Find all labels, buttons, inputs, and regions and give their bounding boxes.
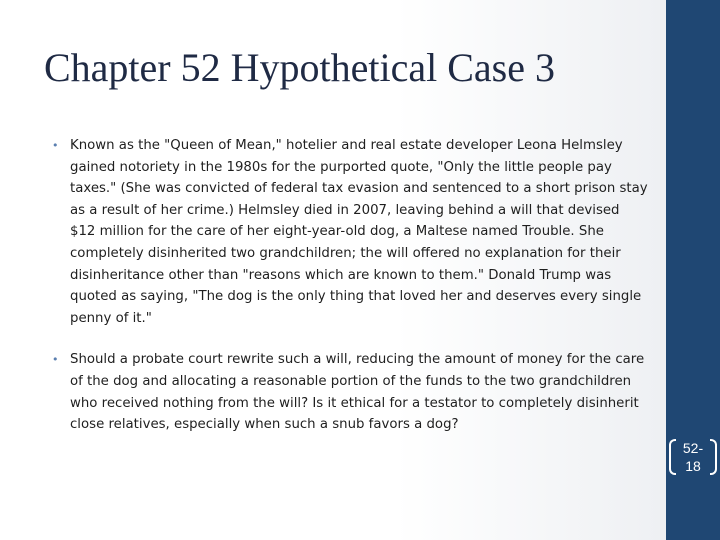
right-brace-icon (710, 439, 717, 475)
bullet-text: Should a probate court rewrite such a will, reducing the amount of money for the care of the dog and allocating a reasonable portion of the funds to the two grandchildren who received nothing from the will? Is it ethical for a testator to completely disinherit close relatives, especially when such a snub favors a dog? (70, 352, 645, 433)
bullet-marker: • (52, 353, 59, 367)
slide-title: Chapter 52 Hypothetical Case 3 (44, 45, 555, 90)
bullet-marker: • (52, 139, 59, 152)
page-number: 52-18 (682, 440, 704, 474)
bullet-item (52, 135, 648, 329)
slide-body (52, 135, 648, 436)
left-brace-icon (669, 439, 676, 475)
bullet-item (52, 349, 648, 435)
bullet-text: Known as the "Queen of Mean," hotelier and real estate developer Leona Helmsley gained notoriety in the 1980s for the purported quote, "Only the little people pay taxes." (She was convicted of federal tax evasion and sentenced to a short prison stay as a result of her crime.) Helmsley died in 2007, leaving behind a will that devised $12 million for the care of her eight-year-old dog, a Maltese named Trouble. She completely disinherited two grandchildren; the will offered no explanation for their disinheritance other than "reasons which are known to them." Donald Trump was quoted as saying, "The dog is the only thing that loved her and deserves every single penny of it." (70, 138, 648, 326)
page-number-badge (669, 439, 717, 477)
